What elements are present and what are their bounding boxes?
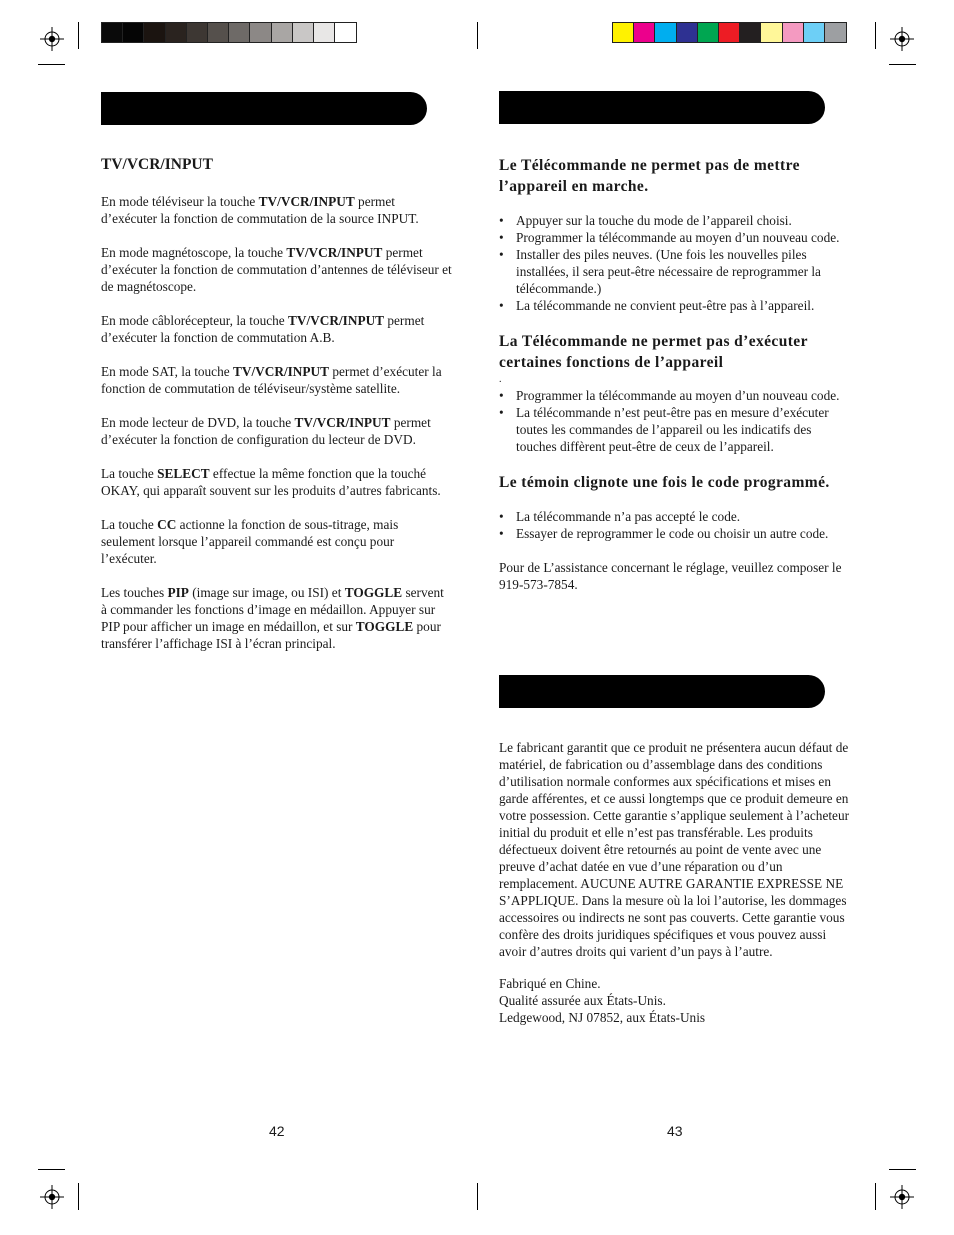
list-item: • Programmer la télécommande au moyen d’un nouveau code. [499, 387, 851, 404]
paragraph: En mode câblorécepteur, la touche TV/VCR/INPUT permet d’exécuter la fonction de commutation A.B. [101, 313, 425, 345]
grayscale-swatch [293, 23, 314, 42]
grayscale-swatch [314, 23, 335, 42]
section-header-bar [101, 92, 427, 125]
troubleshooting-list [499, 387, 851, 455]
section-header-bar [499, 91, 825, 124]
troubleshooting-list [499, 508, 851, 542]
paragraph: En mode lecteur de DVD, la touche TV/VCR/INPUT permet d’exécuter la fonction de configuration du lecteur de DVD. [101, 415, 431, 447]
grayscale-swatch [272, 23, 293, 42]
quality-line: Qualité assurée aux États-Unis. [499, 993, 666, 1008]
stray-dot: . [499, 374, 502, 385]
list-item: • Essayer de reprogrammer le code ou choisir un autre code. [499, 525, 851, 542]
paragraph: En mode magnétoscope, la touche TV/VCR/INPUT permet d’exécuter la fonction de commutation d’antennes de téléviseur et de magnétoscope. [101, 245, 452, 294]
paragraph: En mode téléviseur la touche TV/VCR/INPUT permet d’exécuter la fonction de commutation de la source INPUT. [101, 194, 419, 226]
registration-mark-icon [890, 1185, 914, 1209]
section-header-bar [499, 675, 825, 708]
process-color-bar [612, 22, 847, 43]
process-color-swatch [825, 23, 846, 42]
grayscale-color-bar [101, 22, 357, 43]
grayscale-swatch [166, 23, 187, 42]
section-heading: TV/VCR/INPUT [101, 156, 213, 173]
list-item: • Programmer la télécommande au moyen d’un nouveau code. [499, 229, 851, 246]
paragraph: La touche SELECT effectue la même fonction que la touché OKAY, qui apparaît souvent sur les produits d’autres fabricants. [101, 466, 441, 498]
registration-mark-icon [890, 27, 914, 51]
grayscale-swatch [229, 23, 250, 42]
troubleshooting-heading: Le Télécommande ne permet pas de mettre l’appareil en marche. [499, 157, 800, 195]
grayscale-swatch [102, 23, 123, 42]
process-color-swatch [698, 23, 719, 42]
grayscale-swatch [123, 23, 144, 42]
troubleshooting-heading: Le témoin clignote une fois le code programmé. [499, 474, 830, 491]
page-number: 42 [269, 1123, 285, 1139]
made-in-line: Fabriqué en Chine. [499, 976, 601, 991]
process-color-swatch [719, 23, 740, 42]
process-color-swatch [634, 23, 655, 42]
left-column [101, 154, 453, 669]
registration-mark-icon [40, 27, 64, 51]
process-color-swatch [655, 23, 676, 42]
troubleshooting-list [499, 212, 851, 314]
list-item: • La télécommande n’est peut-être pas en mesure d’exécuter toutes les commandes de l’appareil ou les indicatifs des touches diffèrent peut-être de ceux de l’appareil. [499, 404, 851, 455]
process-color-swatch [783, 23, 804, 42]
troubleshooting-heading: La Télécommande ne permet pas d’exécuter certaines fonctions de l’appareil [499, 333, 808, 371]
page-number: 43 [667, 1123, 683, 1139]
process-color-swatch [804, 23, 825, 42]
list-item: • La télécommande ne convient peut-être pas à l’appareil. [499, 297, 851, 314]
warranty-section [499, 739, 855, 1026]
list-item: • Appuyer sur la touche du mode de l’appareil choisi. [499, 212, 851, 229]
address-line: Ledgewood, NJ 07852, aux États-Unis [499, 1010, 706, 1025]
list-item: • Installer des piles neuves. (Une fois les nouvelles piles installées, il sera peut-être nécessaire de reprogrammer la télécommande.) [499, 246, 851, 297]
process-color-swatch [740, 23, 761, 42]
grayscale-swatch [335, 23, 356, 42]
grayscale-swatch [187, 23, 208, 42]
paragraph: La touche CC actionne la fonction de sous-titrage, mais seulement lorsque l’appareil commandé est conçu pour l’exécuter. [101, 517, 399, 566]
paragraph: En mode SAT, la touche TV/VCR/INPUT permet d’exécuter la fonction de commutation de téléviseur/système satellite. [101, 364, 442, 396]
grayscale-swatch [250, 23, 271, 42]
grayscale-swatch [208, 23, 229, 42]
registration-mark-icon [40, 1185, 64, 1209]
process-color-swatch [677, 23, 698, 42]
assistance-paragraph: Pour de L’assistance concernant le réglage, veuillez composer le 919-573-7854. [499, 560, 842, 592]
process-color-swatch [613, 23, 634, 42]
right-column [499, 155, 851, 610]
paragraph: Les touches PIP (image sur image, ou ISI) et TOGGLE servent à commander les fonctions d’image en médaillon. Appuyer sur PIP pour afficher un image en médaillon, et sur TOGGLE pour transférer l’affichage ISI à l’écran principal. [101, 585, 444, 651]
grayscale-swatch [144, 23, 165, 42]
process-color-swatch [761, 23, 782, 42]
list-item: • La télécommande n’a pas accepté le code. [499, 508, 851, 525]
warranty-paragraph: Le fabricant garantit que ce produit ne présentera aucun défaut de matériel, de fabrication ou d’assemblage dans des conditions d’utilisation normale conformes aux spécifications et mises en garde afférentes, et ce aussi longtemps que ce produit demeure en votre possession. Cette garantie s’applique seulement à l’acheteur initial du produit et elle n’est pas transférable. Les produits défectueux doivent être retournés au point de vente avec une preuve d’achat datée en vue d’une réparation ou d’un remplacement. AUCUNE AUTRE GARANTIE EXPRESSE NE S’APPLIQUE. Dans la mesure où la loi l’autorise, les dommages accessoires ou indirects ne sont pas couverts. Cette garantie vous confère des droits juridiques spécifiques et vous pouvez aussi avoir d’autres droits qui varient d’un pays à l’autre. [499, 740, 850, 959]
